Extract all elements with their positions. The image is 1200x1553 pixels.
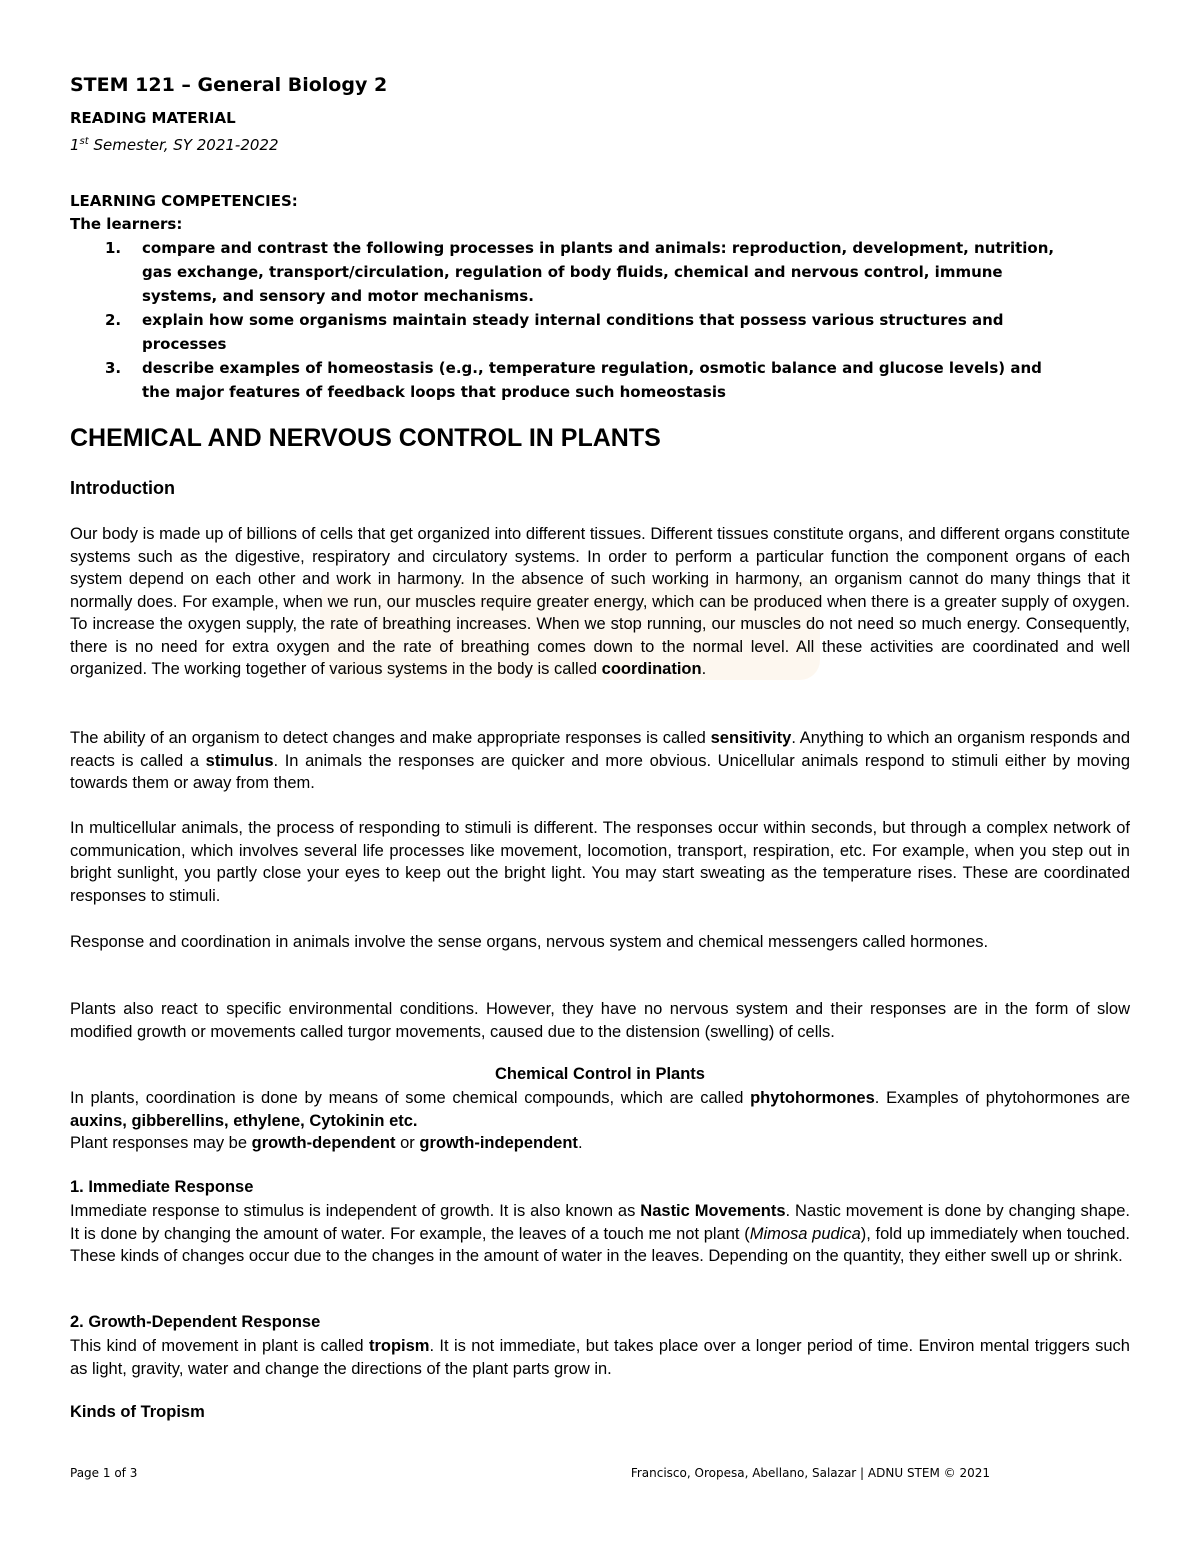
term-tropism: tropism bbox=[368, 1337, 430, 1355]
paragraph-nastic bbox=[70, 1200, 1130, 1268]
footer-authors: Francisco, Oropesa, Abellano, Salazar | ADNU STEM © 2021 bbox=[630, 1466, 990, 1480]
paragraph-sensitivity bbox=[70, 727, 1130, 795]
kinds-of-tropism-heading: Kinds of Tropism bbox=[70, 1403, 205, 1421]
text-run: . bbox=[701, 660, 707, 678]
list-text: describe examples of homeostasis (e.g., temperature regulation, osmotic balance and glucose levels) and the major features of feedback loops that produce such homeostasis bbox=[142, 359, 1042, 401]
learners-label: The learners: bbox=[70, 215, 183, 233]
term-growth-dependent: growth-dependent bbox=[251, 1134, 396, 1152]
text-run: ), fold up immediately when touched. These kinds of changes occur due to the changes in the amount of water in the leaves. Depending on the quantity, they either swell up or shrink. bbox=[70, 1224, 1131, 1265]
text-run: This kind of movement in plant is called bbox=[70, 1337, 369, 1355]
semester-label bbox=[70, 136, 279, 154]
list-number: 2. bbox=[105, 311, 122, 329]
paragraph-coordination bbox=[70, 523, 1130, 681]
semester-prefix: 1 bbox=[70, 136, 80, 154]
text-run: . Anything to which an organism responds and reacts is called a bbox=[70, 729, 1130, 770]
text-run: . It is not immediate, but takes place over a longer period of time. Environ mental triggers such as light, gravity, water and change the directions of the plant parts grow in. bbox=[70, 1337, 1130, 1378]
list-item bbox=[105, 356, 1055, 404]
competencies-heading: LEARNING COMPETENCIES: bbox=[70, 192, 298, 210]
semester-sup: st bbox=[79, 136, 89, 147]
term-mimosa-pudica: Mimosa pudica bbox=[749, 1224, 861, 1243]
list-number: 3. bbox=[105, 359, 122, 377]
text-run: Plant responses may be bbox=[70, 1134, 252, 1152]
term-hormone-examples: auxins, gibberellins, ethylene, Cytokinin etc. bbox=[70, 1111, 418, 1130]
text-run: . Nastic movement is done by changing shape. It is done by changing the amount of water. For example, the leaves of a touch me not plant ( bbox=[70, 1202, 1131, 1243]
term-nastic-movements: Nastic Movements bbox=[640, 1202, 786, 1220]
text-run: Our body is made up of billions of cells that get organized into different tissues. Different tissues constitute organs, and different organs constitute systems such as the digestive, respiratory and circulatory systems. In order to perform a particular function the component organs of each system depend on each other and work in harmony. In the absence of such working in harmony, an organism cannot do many things that it normally does. For example, when we run, our muscles require greater energy, which can be produced when there is a greater supply of oxygen. To increase the oxygen supply, the rate of breathing increases. When we stop running, our muscles do not need so much energy. Consequently, there is no need for extra oxygen and the rate of breathing comes down to the normal level. All these activities are coordinated and well organized. The working together of various systems in the body is called bbox=[70, 525, 1130, 678]
paragraph-multicellular: In multicellular animals, the process of responding to stimuli is different. The responses occur within seconds, but through a complex network of communication, which involves several life processes like movement, locomotion, transport, respiration, etc. For example, when you step out in bright sunlight, you partly close your eyes to keep out the bright light. You may start sweating as the temperature rises. These are coordinated responses to stimuli. bbox=[70, 819, 1130, 905]
term-sensitivity: sensitivity bbox=[710, 729, 792, 747]
paragraph-plants-react: Plants also react to specific environmental conditions. However, they have no nervous system and their responses are in the form of slow modified growth or movements called turgor movements, caused due to the distension (swelling) of cells. bbox=[70, 1000, 1130, 1041]
list-text: compare and contrast the following processes in plants and animals: reproduction, development, nutrition, gas exchange, transport/circulation, regulation of body fluids, chemical and nervous control, immune systems, and sensory and motor mechanisms. bbox=[142, 239, 1055, 305]
reading-material-label: READING MATERIAL bbox=[70, 109, 236, 127]
list-text: explain how some organisms maintain steady internal conditions that possess various structures and processes bbox=[142, 311, 1004, 353]
intro-heading: Introduction bbox=[70, 478, 175, 498]
main-title: CHEMICAL AND NERVOUS CONTROL IN PLANTS bbox=[70, 424, 661, 452]
term-phytohormones: phytohormones bbox=[750, 1089, 875, 1107]
list-number: 1. bbox=[105, 239, 122, 257]
growth-dependent-heading: 2. Growth-Dependent Response bbox=[70, 1313, 321, 1331]
term-coordination: coordination bbox=[601, 660, 702, 678]
text-run: In plants, coordination is done by means of some chemical compounds, which are called bbox=[70, 1089, 751, 1107]
chemical-control-heading: Chemical Control in Plants bbox=[495, 1065, 705, 1083]
footer-page-number: Page 1 of 3 bbox=[70, 1466, 138, 1480]
text-run: or bbox=[395, 1134, 420, 1152]
text-run: The ability of an organism to detect changes and make appropriate responses is called bbox=[70, 729, 711, 747]
list-item bbox=[105, 236, 1055, 308]
competencies-list bbox=[105, 236, 1055, 404]
paragraph-tropism bbox=[70, 1335, 1130, 1380]
paragraph-phytohormones bbox=[70, 1087, 1130, 1132]
text-run: Immediate response to stimulus is independent of growth. It is also known as bbox=[70, 1202, 641, 1220]
immediate-response-heading: 1. Immediate Response bbox=[70, 1178, 254, 1196]
text-run: . bbox=[577, 1134, 583, 1152]
paragraph-plant-responses bbox=[70, 1132, 1130, 1155]
term-stimulus: stimulus bbox=[205, 751, 274, 770]
term-growth-independent: growth-independent bbox=[419, 1134, 578, 1152]
course-title: STEM 121 – General Biology 2 bbox=[70, 74, 388, 96]
semester-rest: Semester, SY 2021-2022 bbox=[88, 136, 279, 154]
paragraph-response-animals: Response and coordination in animals involve the sense organs, nervous system and chemical messengers called hormones. bbox=[70, 933, 989, 951]
text-run: . In animals the responses are quicker and more obvious. Unicellular animals respond to stimuli either by moving towards them or away from them. bbox=[70, 751, 1130, 792]
list-item bbox=[105, 308, 1055, 356]
text-run: . Examples of phytohormones are bbox=[874, 1089, 1130, 1107]
